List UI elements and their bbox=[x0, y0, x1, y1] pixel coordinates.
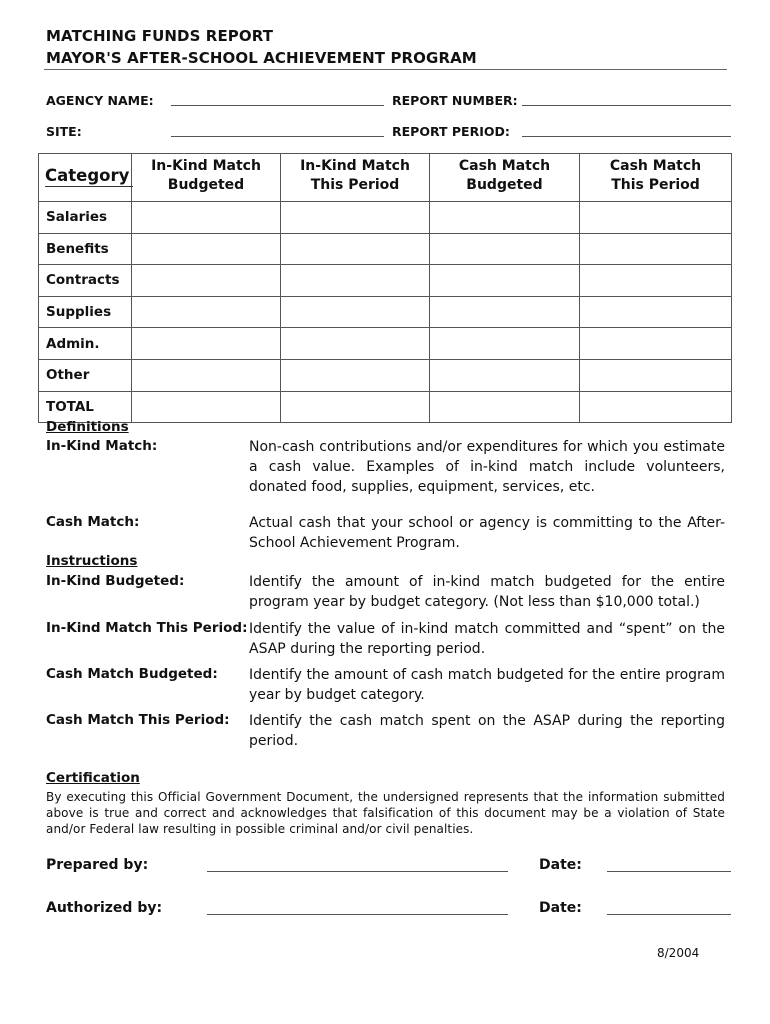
report-title: MATCHING FUNDS REPORT bbox=[46, 27, 274, 45]
authorized-by-label: Authorized by: bbox=[46, 900, 163, 916]
in-kind-match-term: In-Kind Match: bbox=[46, 438, 158, 454]
row-label-salaries: Salaries bbox=[39, 202, 132, 234]
table-cell[interactable] bbox=[132, 391, 281, 423]
date-label: Date: bbox=[539, 900, 582, 916]
site-field[interactable] bbox=[171, 136, 384, 137]
table-cell[interactable] bbox=[580, 202, 732, 234]
instructions-heading: Instructions bbox=[46, 553, 138, 569]
table-row bbox=[39, 296, 732, 328]
certification-heading: Certification bbox=[46, 770, 140, 786]
table-cell[interactable] bbox=[132, 328, 281, 360]
row-label-total: TOTAL bbox=[39, 391, 132, 423]
table-cell[interactable] bbox=[132, 202, 281, 234]
report-number-label: REPORT NUMBER: bbox=[392, 93, 518, 108]
table-cell[interactable] bbox=[430, 202, 580, 234]
table-cell[interactable] bbox=[430, 296, 580, 328]
table-cell[interactable] bbox=[430, 359, 580, 391]
col-cash-budgeted: Cash Match Budgeted bbox=[430, 154, 580, 202]
certification-text: By executing this Official Government Document, the undersigned represents that the information submitted above is true and correct and acknowledges that falsification of this document may be a violation of State and/or Federal law resulting in possible criminal and/or civil penalties. bbox=[46, 790, 725, 836]
table-row bbox=[39, 359, 732, 391]
program-title: MAYOR'S AFTER-SCHOOL ACHIEVEMENT PROGRAM bbox=[46, 49, 477, 67]
table-cell[interactable] bbox=[281, 265, 430, 297]
table-cell[interactable] bbox=[281, 391, 430, 423]
title-divider bbox=[44, 69, 727, 70]
row-label-admin: Admin. bbox=[39, 328, 132, 360]
table-cell[interactable] bbox=[281, 296, 430, 328]
agency-name-field[interactable] bbox=[171, 105, 384, 106]
instruction-desc: Identify the value of in-kind match committed and “spent” on the ASAP during the reporting period. bbox=[249, 621, 725, 657]
row-label-supplies: Supplies bbox=[39, 296, 132, 328]
row-label-other: Other bbox=[39, 359, 132, 391]
instruction-term: Cash Match This Period: bbox=[46, 712, 230, 728]
table-cell[interactable] bbox=[430, 233, 580, 265]
matching-funds-table bbox=[38, 153, 732, 423]
category-header bbox=[39, 154, 132, 202]
table-cell[interactable] bbox=[281, 359, 430, 391]
table-row bbox=[39, 233, 732, 265]
table-row bbox=[39, 265, 732, 297]
row-label-benefits: Benefits bbox=[39, 233, 132, 265]
instruction-term: In-Kind Budgeted: bbox=[46, 573, 185, 589]
table-header-row bbox=[39, 154, 732, 202]
table-cell[interactable] bbox=[580, 328, 732, 360]
table-cell[interactable] bbox=[430, 265, 580, 297]
table-row bbox=[39, 328, 732, 360]
agency-name-label: AGENCY NAME: bbox=[46, 93, 154, 108]
prepared-by-label: Prepared by: bbox=[46, 857, 149, 873]
col-in-kind-budgeted: In-Kind Match Budgeted bbox=[132, 154, 281, 202]
table-row bbox=[39, 202, 732, 234]
site-label: SITE: bbox=[46, 124, 82, 139]
table-cell[interactable] bbox=[281, 233, 430, 265]
col-in-kind-this-period: In-Kind Match This Period bbox=[281, 154, 430, 202]
table-cell[interactable] bbox=[580, 359, 732, 391]
definitions-heading: Definitions bbox=[46, 419, 129, 435]
report-number-field[interactable] bbox=[522, 105, 731, 106]
instruction-desc: Identify the cash match spent on the ASAP during the reporting period. bbox=[249, 713, 725, 749]
table-cell[interactable] bbox=[132, 359, 281, 391]
in-kind-match-definition: Non-cash contributions and/or expenditures for which you estimate a cash value. Examples of in-kind match include volunteers, donated food, supplies, equipment, services, etc. bbox=[249, 439, 725, 495]
instruction-desc: Identify the amount of in-kind match budgeted for the entire program year by budget category. (Not less than $10,000 total.) bbox=[249, 574, 725, 610]
table-cell[interactable] bbox=[281, 328, 430, 360]
cash-match-term: Cash Match: bbox=[46, 514, 140, 530]
instruction-term: Cash Match Budgeted: bbox=[46, 666, 218, 682]
table-cell[interactable] bbox=[430, 328, 580, 360]
instruction-term: In-Kind Match This Period: bbox=[46, 620, 248, 636]
table-cell[interactable] bbox=[430, 391, 580, 423]
authorized-date-field[interactable] bbox=[607, 914, 731, 915]
report-period-field[interactable] bbox=[522, 136, 731, 137]
category-header-label: Category bbox=[45, 166, 133, 187]
table-cell[interactable] bbox=[132, 265, 281, 297]
table-cell[interactable] bbox=[132, 233, 281, 265]
table-cell[interactable] bbox=[281, 202, 430, 234]
date-label: Date: bbox=[539, 857, 582, 873]
report-period-label: REPORT PERIOD: bbox=[392, 124, 510, 139]
cash-match-definition: Actual cash that your school or agency is committing to the After-School Achievement Program. bbox=[249, 515, 725, 551]
table-row bbox=[39, 391, 732, 423]
table-cell[interactable] bbox=[132, 296, 281, 328]
table-cell[interactable] bbox=[580, 233, 732, 265]
prepared-date-field[interactable] bbox=[607, 871, 731, 872]
authorized-by-field[interactable] bbox=[207, 914, 508, 915]
instruction-desc: Identify the amount of cash match budgeted for the entire program year by budget category. bbox=[249, 667, 725, 703]
row-label-contracts: Contracts bbox=[39, 265, 132, 297]
table-cell[interactable] bbox=[580, 391, 732, 423]
table-cell[interactable] bbox=[580, 296, 732, 328]
col-cash-this-period: Cash Match This Period bbox=[580, 154, 732, 202]
prepared-by-field[interactable] bbox=[207, 871, 508, 872]
form-version: 8/2004 bbox=[657, 946, 700, 960]
table-cell[interactable] bbox=[580, 265, 732, 297]
